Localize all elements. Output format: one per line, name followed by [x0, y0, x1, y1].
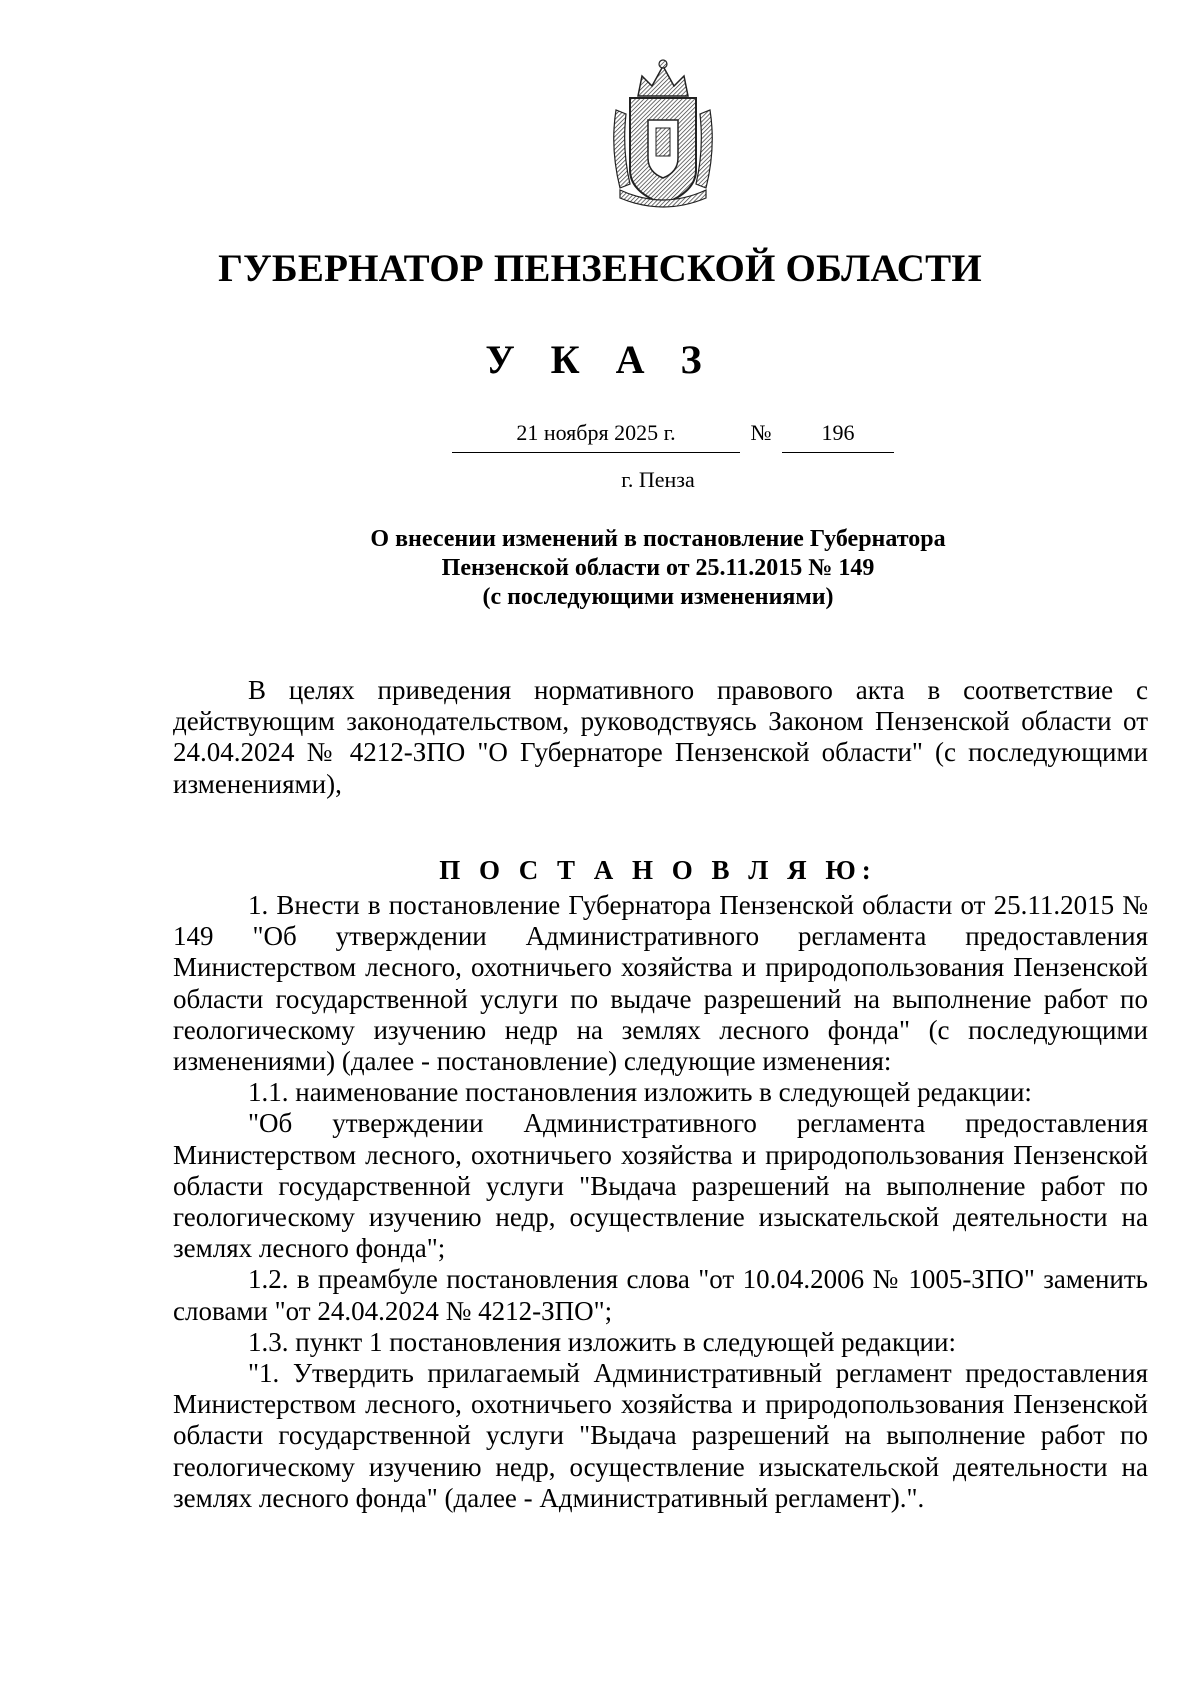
number-sign: № [750, 420, 772, 445]
resolve-heading: П О С Т А Н О В Л Я Ю: [439, 855, 877, 885]
clause-paragraph: "Об утверждении Административного регламента предоставления Министерством лесного, охотничьего хозяйства и природопользования Пензенской области государственной услуги "Выдача разрешений на выполнение работ по геологическому изучению недр, осуществление изыскательской деятельности на землях лесного фонда"; [173, 1108, 1148, 1264]
document-number: 196 [782, 420, 894, 453]
clause-paragraph: "1. Утвердить прилагаемый Административный регламент предоставления Министерством лесного, охотничьего хозяйства и природопользования Пензенской области государственной услуги "Выдача разрешений на выполнение работ по геологическому изучению недр, осуществление изыскательской деятельности на землях лесного фонда" (далее - Административный регламент).". [173, 1358, 1148, 1513]
subject-line: Пензенской области от 25.11.2015 № 149 [441, 555, 875, 581]
issuing-authority: ГУБЕРНАТОР ПЕНЗЕНСКОЙ ОБЛАСТИ [218, 247, 982, 290]
clause-paragraph: 1.2. в преамбуле постановления слова "от 10.04.2006 № 1005-ЗПО" заменить словами "от 24.04.2024 № 4212-ЗПО"; [173, 1264, 1148, 1326]
document-type: У К А З [485, 337, 715, 382]
clauses [173, 890, 1148, 1514]
subject-line: (с последующими изменениями) [482, 584, 834, 610]
clause-paragraph: 1. Внести в постановление Губернатора Пензенской области от 25.11.2015 № 149 "Об утверждении Административного регламента предоставления Министерством лесного, охотничьего хозяйства и природопользования Пензенской области государственной услуги по выдаче разрешений на выполнение работ по геологическому изучению недр на землях лесного фонда" (с последующими изменениями) (далее - постановление) следующие изменения: [173, 890, 1148, 1077]
city: г. Пенза [621, 467, 695, 492]
clause-paragraph: 1.3. пункт 1 постановления изложить в следующей редакции: [248, 1326, 956, 1357]
subject-line: О внесении изменений в постановление Губернатора [370, 526, 946, 552]
coat-of-arms-icon [608, 58, 718, 208]
document-subject [0, 525, 1200, 612]
preamble [173, 675, 1148, 800]
preamble-paragraph: В целях приведения нормативного правового акта в соответствие с действующим законодательством, руководствуясь Законом Пензенской области от 24.04.2024 № 4212-ЗПО "О Губернаторе Пензенской области" (с последующими изменениями), [173, 675, 1148, 799]
clause-paragraph: 1.1. наименование постановления изложить в следующей редакции: [248, 1077, 1032, 1108]
document-date: 21 ноября 2025 г. [452, 420, 740, 453]
